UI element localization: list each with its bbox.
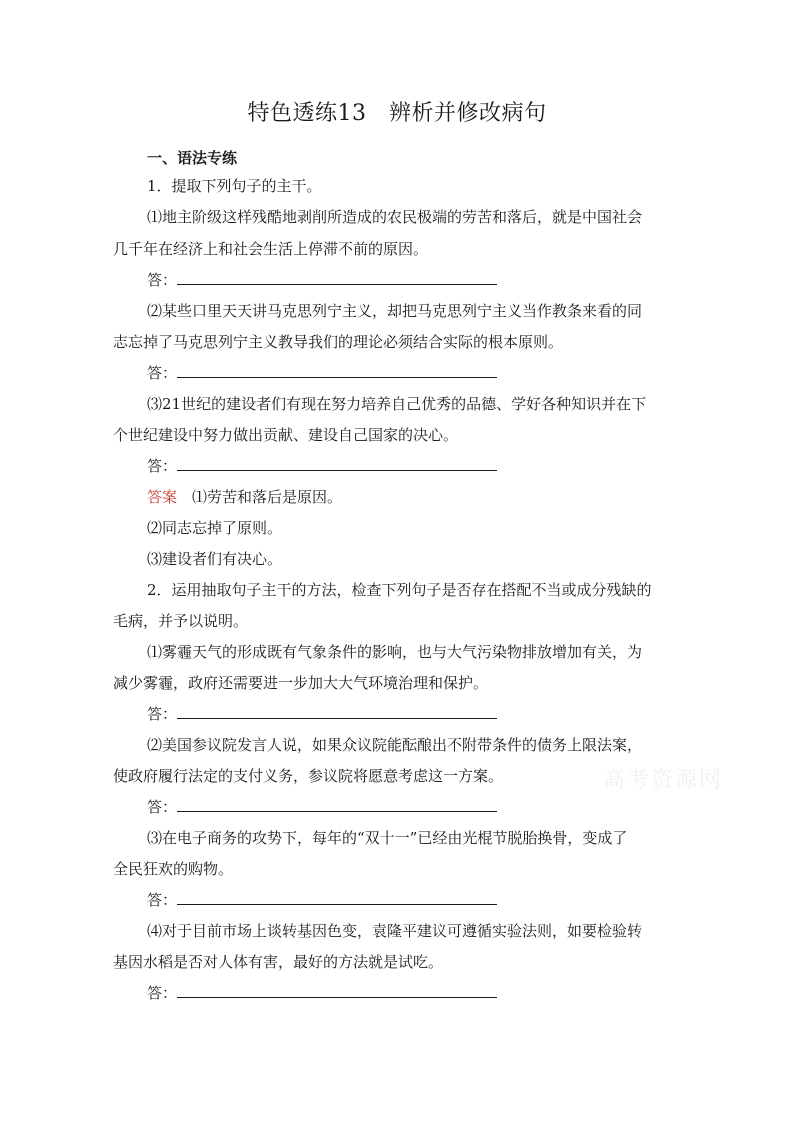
answer-prompt: 答： bbox=[147, 891, 178, 909]
answer-blank[interactable] bbox=[177, 377, 497, 378]
answer-key-1 bbox=[147, 486, 342, 507]
q2-stem-line1: 2．运用抽取句子主干的方法，检查下列句子是否存在搭配不当或成分残缺的 bbox=[147, 581, 652, 599]
q1-s3-line2: 个世纪建设中努力做出贡献、建设自己国家的决心。 bbox=[113, 426, 459, 444]
q2-s2-line2: 使政府履行法定的支付义务，参议院将愿意考虑这一方案。 bbox=[113, 767, 504, 785]
q1-s2-line2: 志忘掉了马克思列宁主义教导我们的理论必须结合实际的根本原则。 bbox=[113, 333, 564, 351]
q2-stem-line2: 毛病，并予以说明。 bbox=[113, 612, 249, 630]
q2-s4-line2: 基因水稻是否对人体有害，最好的方法就是试吃。 bbox=[113, 953, 444, 971]
answer-key-2: ⑵同志忘掉了原则。 bbox=[147, 519, 283, 537]
watermark: 高考资源网 bbox=[603, 768, 724, 793]
answer-prompt: 答： bbox=[147, 798, 178, 816]
q2-s2-line1: ⑵美国参议院发言人说，如果众议院能酝酿出不附带条件的债务上限法案， bbox=[147, 736, 643, 754]
q1-s1-line1: ⑴地主阶级这样残酷地剥削所造成的农民极端的劳苦和落后，就是中国社会 bbox=[147, 208, 643, 226]
q2-s1-line2: 减少雾霾，政府还需要进一步加大大气环境治理和保护。 bbox=[113, 674, 489, 692]
answer-blank[interactable] bbox=[177, 718, 497, 719]
answer-blank[interactable] bbox=[177, 997, 497, 998]
q1-stem: 1．提取下列句子的主干。 bbox=[147, 177, 322, 195]
q1-s2-line1: ⑵某些口里天天讲马克思列宁主义，却把马克思列宁主义当作教条来看的同 bbox=[147, 302, 643, 320]
q2-s3-line2: 全民狂欢的购物。 bbox=[113, 860, 234, 878]
answer-prompt: 答： bbox=[147, 271, 178, 289]
answer-blank[interactable] bbox=[177, 470, 497, 471]
answer-prompt: 答： bbox=[147, 705, 178, 723]
answer-key-3: ⑶建设者们有决心。 bbox=[147, 550, 283, 568]
answer-key-text: ⑴劳苦和落后是原因。 bbox=[192, 488, 343, 506]
answer-key-label: 答案 bbox=[147, 488, 178, 506]
answer-prompt: 答： bbox=[147, 984, 178, 1002]
page-title: 特色透练13 辨析并修改病句 bbox=[247, 101, 547, 126]
q1-s3-line1: ⑶21世纪的建设者们有现在努力培养自己优秀的品德、学好各种知识并在下 bbox=[147, 395, 647, 413]
section-heading: 一、语法专练 bbox=[147, 149, 238, 167]
q2-s4-line1: ⑷对于目前市场上谈转基因色变，袁隆平建议可遵循实验法则，如要检验转 bbox=[147, 922, 643, 940]
answer-blank[interactable] bbox=[177, 904, 497, 905]
answer-blank[interactable] bbox=[177, 811, 497, 812]
answer-prompt: 答： bbox=[147, 364, 178, 382]
q2-s1-line1: ⑴雾霾天气的形成既有气象条件的影响，也与大气污染物排放增加有关，为 bbox=[147, 643, 643, 661]
answer-blank[interactable] bbox=[177, 284, 497, 285]
q1-s1-line2: 几千年在经济上和社会生活上停滞不前的原因。 bbox=[113, 240, 429, 258]
answer-prompt: 答： bbox=[147, 457, 178, 475]
q2-s3-line1: ⑶在电子商务的攻势下，每年的“双十一”已经由光棍节脱胎换骨，变成了 bbox=[147, 829, 628, 847]
